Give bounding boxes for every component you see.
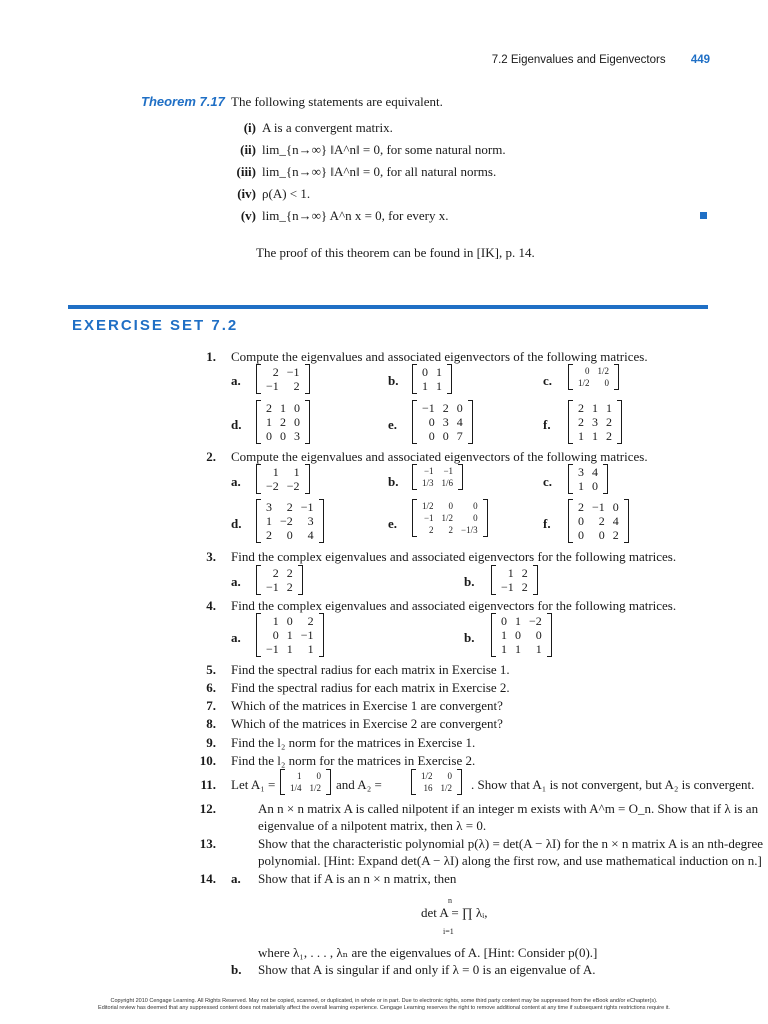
matrix-entry: 0: [316, 771, 322, 781]
matrix-entry: 1/2: [309, 783, 322, 793]
matrix-entry: 1/6: [441, 478, 454, 488]
item-text: ρ(A) < 1.: [262, 186, 311, 201]
matrix-entry: −1: [266, 379, 279, 393]
matrix-row: [262, 465, 304, 479]
matrix-entry: 0: [266, 429, 272, 443]
matrix-4a: [256, 613, 324, 657]
item-number: (ii): [240, 142, 256, 157]
matrix-1b: [412, 364, 452, 394]
matrix-entry: −1: [266, 580, 279, 594]
matrix-entry: 2: [521, 580, 528, 594]
matrix-entry: 0: [592, 479, 598, 493]
matrix-entry: 1: [501, 642, 507, 656]
matrix-entry: 1: [515, 642, 521, 656]
end-of-proof-marker: [700, 212, 707, 219]
matrix-row: [574, 377, 613, 389]
item-number: (v): [240, 208, 256, 223]
exercise-6-number: 6.: [206, 680, 216, 695]
matrix-entry: −1: [443, 466, 454, 476]
exercise-13-line-2: polynomial. [Hint: Expand det(A − λI) along the first row, and use mathematical induction on n.]: [258, 853, 762, 868]
matrix-body: [497, 566, 532, 594]
matrix-entry: 1: [592, 401, 598, 415]
matrix-2b: [412, 464, 463, 490]
matrix-entry: 2: [606, 429, 612, 443]
matrix-entry: 0: [535, 628, 542, 642]
part-f-label: f.: [543, 417, 551, 432]
matrix-entry: −1: [422, 401, 435, 415]
matrix-entry: 3: [592, 415, 598, 429]
part-c-label: c.: [543, 373, 553, 388]
exercise-12-line-1: An n × n matrix A is called nilpotent if an integer m exists with A^m = O_n. Show that if λ is an: [258, 801, 759, 816]
exercise-1-number: 1.: [206, 349, 216, 364]
matrix-row: [574, 429, 616, 443]
matrix-body: [417, 770, 456, 794]
matrix-row: [574, 528, 623, 542]
matrix-3a: [256, 565, 303, 595]
matrix-entry: 0: [585, 366, 590, 376]
exercise-11-post: . Show that A₁ is not convergent, but A₂ is convergent.: [471, 777, 755, 792]
theorem-intro: The following statements are equivalent.: [231, 94, 443, 109]
matrix-body: [262, 465, 304, 493]
exercise-4-number: 4.: [206, 598, 216, 613]
exercise-9-text: Find the l₂ norm for the matrices in Exercise 1.: [231, 735, 476, 750]
matrix-row: [262, 642, 318, 656]
matrix-row: [262, 514, 318, 528]
part-b-label: b.: [464, 574, 475, 589]
matrix-body: [286, 770, 325, 794]
matrix-row: [497, 566, 532, 580]
matrix-4b: [491, 613, 552, 657]
proof-note: The proof of this theorem can be found in [IK], p. 14.: [256, 245, 535, 260]
matrix-entry: 2: [286, 500, 293, 514]
matrix-2c: [568, 464, 608, 494]
matrix-entry: 3: [578, 465, 584, 479]
matrix-entry: 1/2: [440, 783, 453, 793]
matrix-body: [262, 500, 318, 542]
matrix-entry: 0: [286, 528, 293, 542]
theorem-item-5: [228, 208, 448, 224]
exercise-14-a-text: Show that if A is an n × n matrix, then: [258, 871, 457, 886]
matrix-row: [418, 512, 482, 524]
matrix-entry: −2: [280, 514, 293, 528]
matrix-entry: −2: [529, 614, 542, 628]
part-b-label: b.: [388, 373, 399, 388]
matrix-entry: 2: [272, 566, 279, 580]
matrix-entry: 3: [266, 500, 272, 514]
matrix-entry: −2: [286, 479, 300, 493]
part-d-label: d.: [231, 417, 242, 432]
matrix-body: [497, 614, 546, 656]
matrix-entry: 1/2: [421, 771, 433, 781]
matrix-entry: 0: [612, 500, 619, 514]
matrix-body: [262, 566, 297, 594]
matrix-row: [497, 614, 546, 628]
footer-line-2: Editorial review has deemed that any suppressed content does not materially affect the overall learning experience. Cengage Learning reserves the right to remove additional content at any time if subsequent rights restrictions require it.: [98, 1005, 670, 1011]
part-a-label: a.: [231, 474, 241, 489]
matrix-entry: 0: [428, 415, 435, 429]
matrix-entry: 0: [473, 513, 478, 523]
part-b-label: b.: [464, 630, 475, 645]
exercise-14-number: 14.: [199, 871, 216, 886]
matrix-row: [418, 379, 446, 393]
matrix-entry: 4: [456, 415, 463, 429]
exercise-8-number: 8.: [206, 716, 216, 731]
matrix-entry: 2: [266, 401, 272, 415]
section-title: 7.2 Eigenvalues and Eigenvectors: [491, 54, 666, 66]
matrix-entry: 4: [612, 514, 619, 528]
exercise-11-number: 11.: [200, 777, 216, 792]
matrix-entry: 2: [448, 525, 454, 535]
exercise-7-number: 7.: [206, 698, 216, 713]
matrix-row: [286, 770, 325, 782]
part-a-label: a.: [231, 630, 241, 645]
exercise-5-text: Find the spectral radius for each matrix in Exercise 1.: [231, 662, 510, 677]
matrix-entry: 2: [578, 500, 584, 514]
product-upper-limit: n: [448, 896, 452, 905]
matrix-row: [418, 365, 446, 379]
matrix-entry: −1/3: [461, 525, 478, 535]
matrix-row: [418, 465, 457, 477]
exercise-2-text: Compute the eigenvalues and associated eigenvectors of the following matrices.: [231, 449, 648, 464]
matrix-1e: [412, 400, 473, 444]
matrix-row: [574, 514, 623, 528]
matrix-body: [418, 401, 467, 443]
theorem-item-1: [228, 120, 393, 136]
matrix-2f: [568, 499, 629, 543]
matrix-row: [497, 580, 532, 594]
matrix-entry: −1: [300, 628, 314, 642]
matrix-row: [262, 429, 304, 443]
matrix-entry: −1: [592, 500, 605, 514]
matrix-entry: 1: [286, 628, 293, 642]
exercise-14-b-text: Show that A is singular if and only if λ = 0 is an eigenvalue of A.: [258, 962, 596, 977]
matrix-entry: 2: [442, 401, 449, 415]
matrix-row: [574, 365, 613, 377]
matrix-2d: [256, 499, 324, 543]
matrix-entry: 1: [578, 429, 584, 443]
matrix-entry: −1: [501, 580, 514, 594]
matrix-entry: 1: [606, 401, 612, 415]
matrix-2a: [256, 464, 310, 494]
matrix-1c: [568, 364, 619, 390]
part-d-label: d.: [231, 516, 242, 531]
matrix-entry: 0: [286, 614, 293, 628]
determinant-formula: det A = ∏ λᵢ,: [421, 905, 488, 920]
part-a-label: a.: [231, 574, 241, 589]
matrix-entry: 1/2: [422, 501, 434, 511]
matrix-row: [262, 566, 297, 580]
page-number: 449: [690, 54, 710, 66]
part-a-label: a.: [231, 373, 241, 388]
matrix-entry: 0: [294, 415, 300, 429]
matrix-row: [574, 500, 623, 514]
item-number: (i): [243, 120, 256, 135]
theorem-item-2: [228, 142, 506, 158]
matrix-entry: 2: [578, 401, 584, 415]
matrix-entry: 1: [535, 642, 542, 656]
matrix-body: [262, 365, 304, 393]
matrix-entry: 3: [307, 514, 314, 528]
footer-line-1: Copyright 2010 Cengage Learning. All Rights Reserved. May not be copied, scanned, or duplicated, in whole or in part. Due to electronic rights, some third party content may be suppressed from the eBook and/or eChapter(s).: [110, 998, 658, 1004]
matrix-row: [417, 770, 456, 782]
matrix-entry: 1: [272, 465, 279, 479]
matrix-entry: 0: [422, 365, 428, 379]
matrix-row: [417, 782, 456, 794]
matrix-body: [418, 500, 482, 536]
matrix-row: [574, 415, 616, 429]
matrix-entry: 0: [515, 628, 521, 642]
matrix-entry: 2: [307, 614, 314, 628]
exercise-12-number: 12.: [199, 801, 216, 816]
matrix-entry: −2: [266, 479, 279, 493]
matrix-row: [574, 479, 602, 493]
matrix-row: [418, 477, 457, 489]
product-lower-limit: i=1: [443, 927, 454, 936]
exercise-5-number: 5.: [206, 662, 216, 677]
matrix-3b: [491, 565, 538, 595]
matrix-entry: 2: [280, 415, 286, 429]
matrix-entry: −1: [423, 513, 434, 523]
part-e-label: e.: [388, 417, 398, 432]
matrix-entry: 2: [578, 415, 584, 429]
matrix-body: [574, 500, 623, 542]
matrix-entry: 2: [266, 528, 272, 542]
exercise-13-line-1: Show that the characteristic polynomial p(λ) = det(A − λI) for the n × n matrix A is an nth-degree: [258, 836, 763, 851]
matrix-entry: 2: [598, 514, 605, 528]
matrix-entry: 0: [501, 614, 507, 628]
part-a-label: a.: [231, 871, 241, 886]
matrix-entry: 0: [294, 401, 300, 415]
exercise-8-text: Which of the matrices in Exercise 2 are convergent?: [231, 716, 503, 731]
part-b-label: b.: [388, 474, 399, 489]
matrix-entry: 2: [612, 528, 619, 542]
exercise-2-number: 2.: [206, 449, 216, 464]
matrix-entry: 1: [507, 566, 514, 580]
matrix-entry: 1: [515, 614, 521, 628]
part-b-label: b.: [231, 962, 242, 977]
exercise-6-text: Find the spectral radius for each matrix in Exercise 2.: [231, 680, 510, 695]
matrix-entry: 1: [272, 614, 279, 628]
matrix-entry: 7: [456, 429, 463, 443]
matrix-row: [418, 429, 467, 443]
matrix-1d: [256, 400, 310, 444]
matrix-entry: 3: [442, 415, 449, 429]
item-number: (iii): [236, 164, 256, 179]
exercise-10-text: Find the l₂ norm for the matrices in Exercise 2.: [231, 753, 476, 768]
matrix-entry: 1: [422, 379, 428, 393]
matrix-entry: 1: [592, 429, 598, 443]
matrix-row: [262, 365, 304, 379]
exercise-12-line-2: eigenvalue of a nilpotent matrix, then λ = 0.: [258, 818, 487, 833]
matrix-entry: 1/2: [597, 366, 610, 376]
matrix-row: [262, 528, 318, 542]
matrix-row: [574, 465, 602, 479]
matrix-entry: 1/2: [578, 378, 590, 388]
matrix-row: [262, 379, 304, 393]
matrix-a1: [280, 769, 331, 795]
exercise-14-where: where λ₁, . . . , λₙ are the eigenvalues of A. [Hint: Consider p(0).]: [258, 945, 598, 960]
matrix-row: [418, 500, 482, 512]
matrix-row: [262, 415, 304, 429]
exercise-13-number: 13.: [199, 836, 216, 851]
matrix-entry: 0: [604, 378, 610, 388]
exercise-set-title: EXERCISE SET 7.2: [72, 317, 239, 334]
item-text: A is a convergent matrix.: [262, 120, 393, 135]
matrix-entry: 2: [293, 379, 300, 393]
matrix-row: [262, 614, 318, 628]
matrix-row: [286, 782, 325, 794]
exercise-10-number: 10.: [199, 753, 216, 768]
matrix-entry: 1/2: [441, 513, 454, 523]
matrix-entry: 2: [606, 415, 612, 429]
matrix-1f: [568, 400, 622, 444]
matrix-entry: −1: [300, 500, 314, 514]
matrix-body: [574, 465, 602, 493]
matrix-row: [418, 401, 467, 415]
section-divider: [68, 305, 708, 309]
matrix-entry: 1: [293, 465, 300, 479]
exercise-1-text: Compute the eigenvalues and associated eigenvectors of the following matrices.: [231, 349, 648, 364]
matrix-1a: [256, 364, 310, 394]
matrix-row: [574, 401, 616, 415]
matrix-body: [262, 614, 318, 656]
matrix-entry: 4: [307, 528, 314, 542]
matrix-entry: 0: [578, 528, 584, 542]
exercise-9-number: 9.: [206, 735, 216, 750]
matrix-body: [418, 365, 446, 393]
matrix-entry: 0: [448, 501, 454, 511]
matrix-entry: −1: [286, 365, 300, 379]
matrix-entry: 1: [297, 771, 302, 781]
matrix-body: [262, 401, 304, 443]
matrix-body: [574, 365, 613, 389]
exercise-3-number: 3.: [206, 549, 216, 564]
matrix-entry: 0: [598, 528, 605, 542]
copyright-footer: [0, 998, 768, 1012]
matrix-row: [418, 415, 467, 429]
matrix-body: [418, 465, 457, 489]
matrix-entry: 2: [272, 365, 279, 379]
matrix-entry: 1: [436, 379, 442, 393]
matrix-entry: −1: [423, 466, 434, 476]
matrix-entry: 0: [272, 628, 279, 642]
item-text: lim_{n→∞} A^n x = 0, for every x.: [262, 208, 449, 223]
matrix-entry: 0: [428, 429, 435, 443]
matrix-entry: 16: [423, 783, 433, 793]
theorem-item-3: [228, 164, 496, 180]
matrix-entry: 2: [521, 566, 528, 580]
matrix-row: [262, 401, 304, 415]
exercise-11-mid: and A₂ =: [336, 777, 382, 792]
part-f-label: f.: [543, 516, 551, 531]
matrix-entry: 0: [578, 514, 584, 528]
matrix-entry: 0: [456, 401, 463, 415]
theorem-label: Theorem 7.17: [141, 94, 225, 109]
matrix-entry: 0: [447, 771, 453, 781]
matrix-entry: 0: [280, 429, 286, 443]
matrix-entry: 0: [473, 501, 478, 511]
running-head: [492, 54, 710, 66]
matrix-entry: 1: [436, 365, 442, 379]
part-c-label: c.: [543, 474, 553, 489]
matrix-row: [497, 628, 546, 642]
matrix-entry: 1: [578, 479, 584, 493]
matrix-entry: 1: [307, 642, 314, 656]
matrix-row: [497, 642, 546, 656]
item-text: lim_{n→∞} ‖A^n‖ = 0, for some natural norm.: [262, 142, 506, 157]
matrix-row: [262, 500, 318, 514]
matrix-entry: 0: [442, 429, 449, 443]
matrix-row: [418, 524, 482, 536]
exercise-11-pre: Let A₁ =: [231, 777, 276, 792]
matrix-entry: 1: [266, 415, 272, 429]
matrix-entry: 1: [286, 642, 293, 656]
matrix-entry: 2: [429, 525, 434, 535]
matrix-entry: 4: [592, 465, 598, 479]
item-text: lim_{n→∞} ‖A^n‖ = 0, for all natural norms.: [262, 164, 497, 179]
matrix-row: [262, 479, 304, 493]
exercise-4-text: Find the complex eigenvalues and associated eigenvectors for the following matrices.: [231, 598, 677, 613]
matrix-row: [262, 580, 297, 594]
matrix-2e: [412, 499, 488, 537]
matrix-entry: 1: [266, 514, 272, 528]
matrix-entry: 2: [286, 580, 293, 594]
matrix-entry: −1: [266, 642, 279, 656]
matrix-entry: 3: [294, 429, 300, 443]
matrix-entry: 1: [501, 628, 507, 642]
matrix-row: [262, 628, 318, 642]
matrix-entry: 2: [286, 566, 293, 580]
exercise-3-text: Find the complex eigenvalues and associated eigenvectors for the following matrices.: [231, 549, 677, 564]
matrix-a2: [411, 769, 462, 795]
item-number: (iv): [237, 186, 256, 201]
matrix-entry: 1/3: [422, 478, 434, 488]
matrix-body: [574, 401, 616, 443]
matrix-entry: 1: [280, 401, 286, 415]
part-e-label: e.: [388, 516, 398, 531]
exercise-7-text: Which of the matrices in Exercise 1 are convergent?: [231, 698, 503, 713]
matrix-entry: 1/4: [290, 783, 302, 793]
theorem-item-4: [228, 186, 310, 202]
